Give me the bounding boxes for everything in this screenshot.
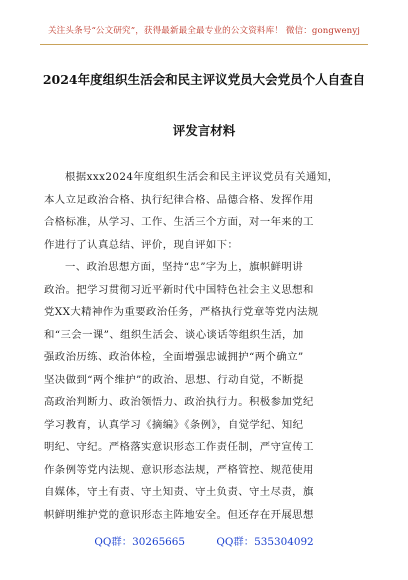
body-line: 帜鲜明维护党的意识形态主阵地安全。但还存在开展思想 (44, 508, 314, 521)
body-line: 根据xxx2024年度组织生活会和民主评议党员有关通知， (65, 171, 339, 183)
footer-qq-group-1: QQ群：30265665 (94, 536, 186, 548)
intro-paragraph (44, 166, 364, 256)
body-line: 一、政治思想方面，坚持“忠”字为上，旗帜鲜明讲 (65, 261, 304, 273)
body-line: 政治。把学习贯彻习近平新时代中国特色社会主义思想和 (44, 283, 314, 296)
body-line: 党XX大精神作为重要政治任务，严格执行党章等党内法规 (44, 306, 319, 318)
document-title-line-2: 评发言材料 (172, 123, 236, 138)
body-line: 作进行了认真总结、评价，现自评如下： (44, 238, 239, 251)
body-line: 自媒体，守土有责、守土知责、守土负责、守土尽责，旗 (44, 486, 314, 498)
footer-qq-group-2: QQ群：535304092 (216, 536, 314, 548)
body-line: 强政治历练、政治体检，全面增强忠诚拥护“两个确立” (44, 351, 304, 363)
body-line: 合格标准，从学习、工作、生活三个方面，对一年来的工 (44, 216, 314, 228)
body-line: 高政治判断力、政治领悟力、政治执行力。积极参加党纪 (44, 396, 314, 408)
footer-contact (0, 533, 408, 548)
document-body (44, 166, 364, 526)
body-line: 和“三会一课”、组织生活会、谈心谈话等组织生活，加 (44, 328, 304, 341)
body-line: 本人立足政治合格、执行纪律合格、品德合格、发挥作用 (44, 193, 314, 206)
header-divider (40, 44, 368, 45)
body-line: 学习教育，认真学习《摘编》《条例》，自觉学纪、知纪 (44, 418, 304, 431)
body-line: 作条例等党内法规、意识形态法规，严格管控、规范使用 (44, 463, 314, 476)
header-banner: 关注头条号“公文研究”，获得最新最全最专业的公文资料库！ 微信：gongwenyj (47, 26, 361, 36)
body-line: 坚决做到“两个维护”的政治、思想、行动自觉，不断提 (44, 373, 304, 386)
section-paragraph-political (44, 256, 364, 526)
body-line: 明纪、守纪。严格落实意识形态工作责任制，严守宣传工 (44, 441, 314, 453)
document-title-line-1: 2024年度组织生活会和民主评议党员大会党员个人自查自 (42, 72, 366, 87)
